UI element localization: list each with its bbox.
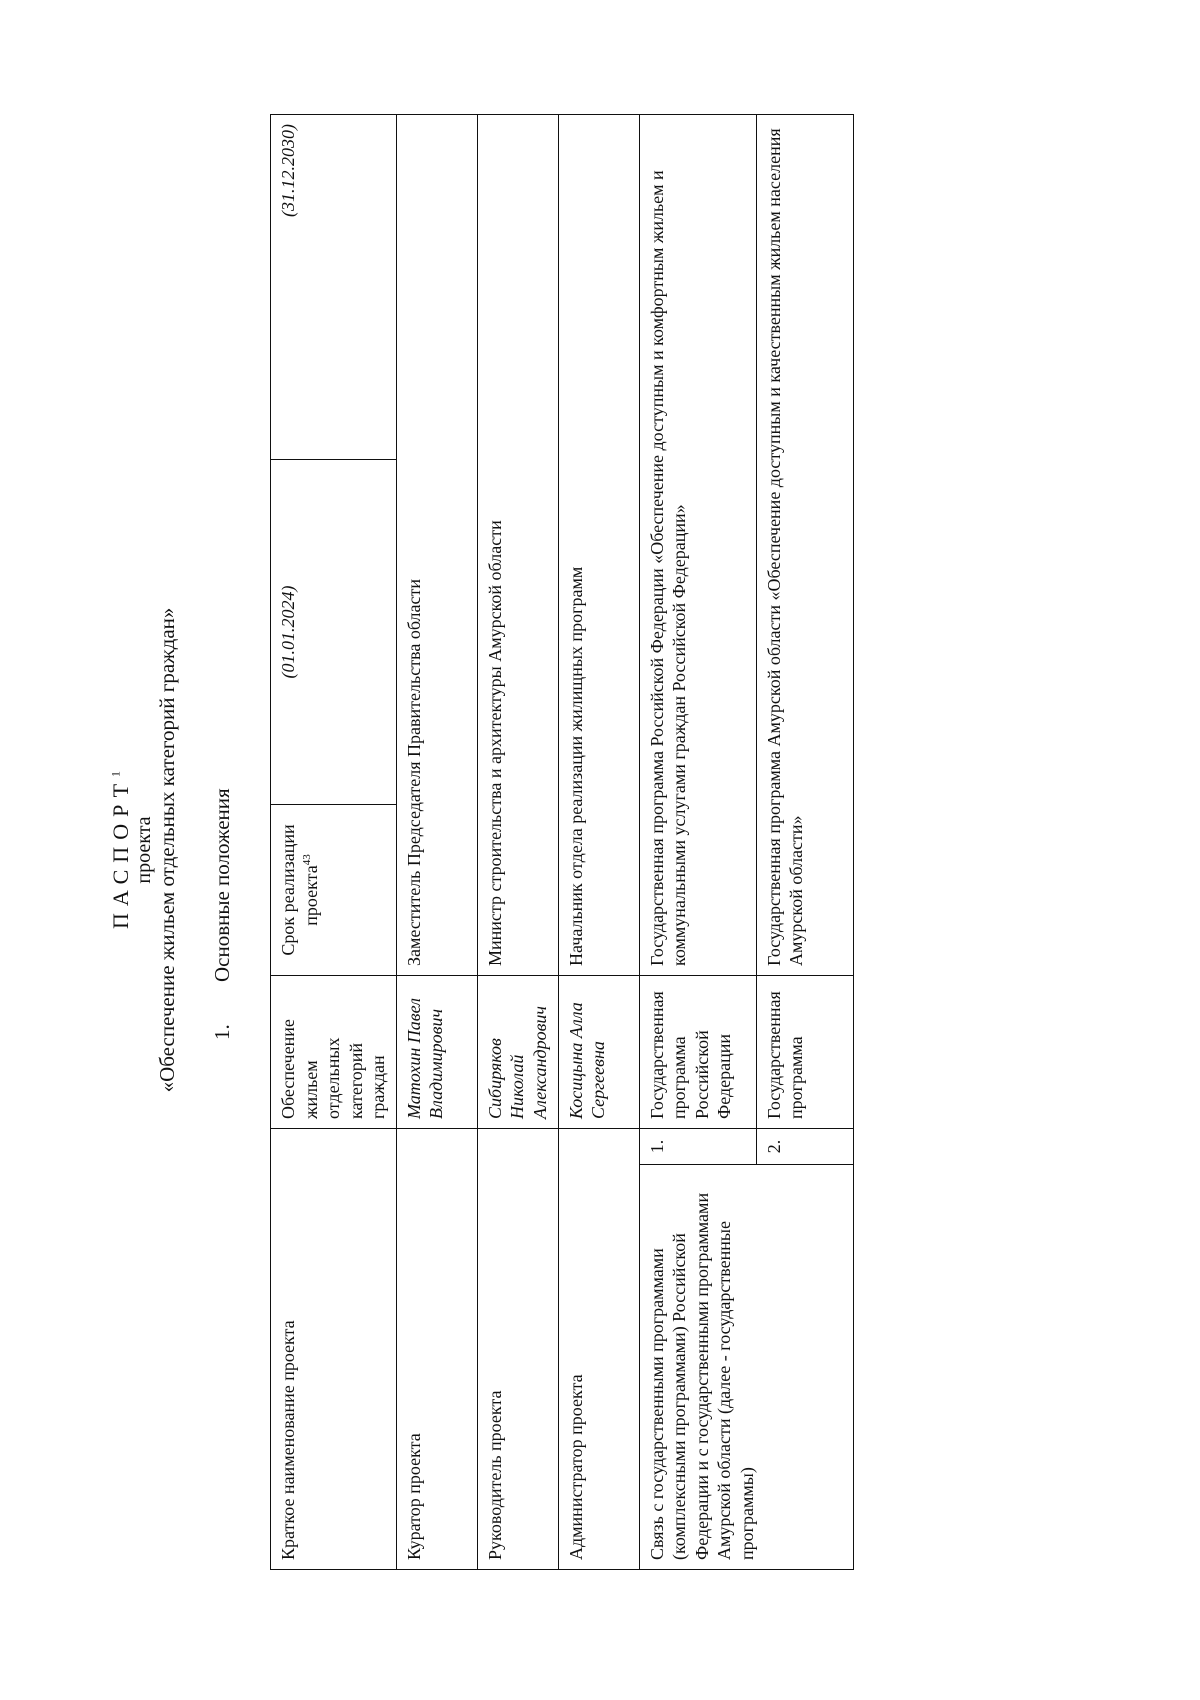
row-label: Администратор проекта	[558, 1128, 639, 1569]
row-label: Руководитель проекта	[477, 1128, 558, 1569]
section-heading	[210, 788, 235, 1040]
section-number: 1.	[210, 1024, 234, 1040]
title-footnote-mark: 1	[108, 770, 123, 777]
term-label-cell: Срок реализации проекта$^{43}$	[271, 804, 397, 975]
section-title: Основные положения	[210, 788, 234, 982]
table-row	[477, 114, 558, 1569]
admin-position: Начальник отдела реализации жилищных программ	[558, 114, 639, 975]
program-name: Государственная программа Амурской области «Обеспечение доступным и качественным жильем населения Амурской области»	[756, 114, 853, 975]
table-row	[639, 114, 756, 1569]
document-title: ПАСПОРТ$^1$	[108, 770, 133, 930]
project-short-name: Обеспечение жильем отдельных категорий граждан	[271, 975, 397, 1128]
program-number: 2.	[756, 1128, 853, 1164]
table-row	[558, 114, 639, 1569]
curator-position: Заместитель Председателя Правительства области	[396, 114, 477, 975]
term-end-date: (31.12.2030)	[271, 114, 397, 459]
program-number: 1.	[639, 1128, 756, 1164]
table-row	[396, 114, 477, 1569]
project-name-heading: «Обеспечение жильем отдельных категорий граждан»	[155, 607, 179, 1093]
program-type: Государственная программа	[756, 975, 853, 1128]
document-subtitle: проекта	[133, 816, 155, 884]
term-start-date: (01.01.2024)	[271, 459, 397, 804]
program-name: Государственная программа Российской Федерации «Обеспечение доступным и комфортным жильем и коммунальными услугами граждан Российской Федерации»	[639, 114, 756, 975]
term-footnote-mark: 43	[300, 854, 313, 866]
row-label: Куратор проекта	[396, 1128, 477, 1569]
table-row	[271, 114, 397, 1569]
row-label: Связь с государственными программами (комплексными программами) Российской Федерации и с государственными программами Амурской области (далее - государственные программы)	[639, 1165, 853, 1570]
head-position: Министр строительства и архитектуры Амурской области	[477, 114, 558, 975]
curator-name: Матохин Павел Владимирович	[396, 975, 477, 1128]
program-type: Государственная программа Российской Федерации	[639, 975, 756, 1128]
head-name: Сибиряков Николай Александрович	[477, 975, 558, 1128]
project-passport-table	[270, 114, 854, 1570]
admin-name: Косицына Алла Сергеевна	[558, 975, 639, 1128]
row-label: Краткое наименование проекта	[271, 1128, 397, 1569]
